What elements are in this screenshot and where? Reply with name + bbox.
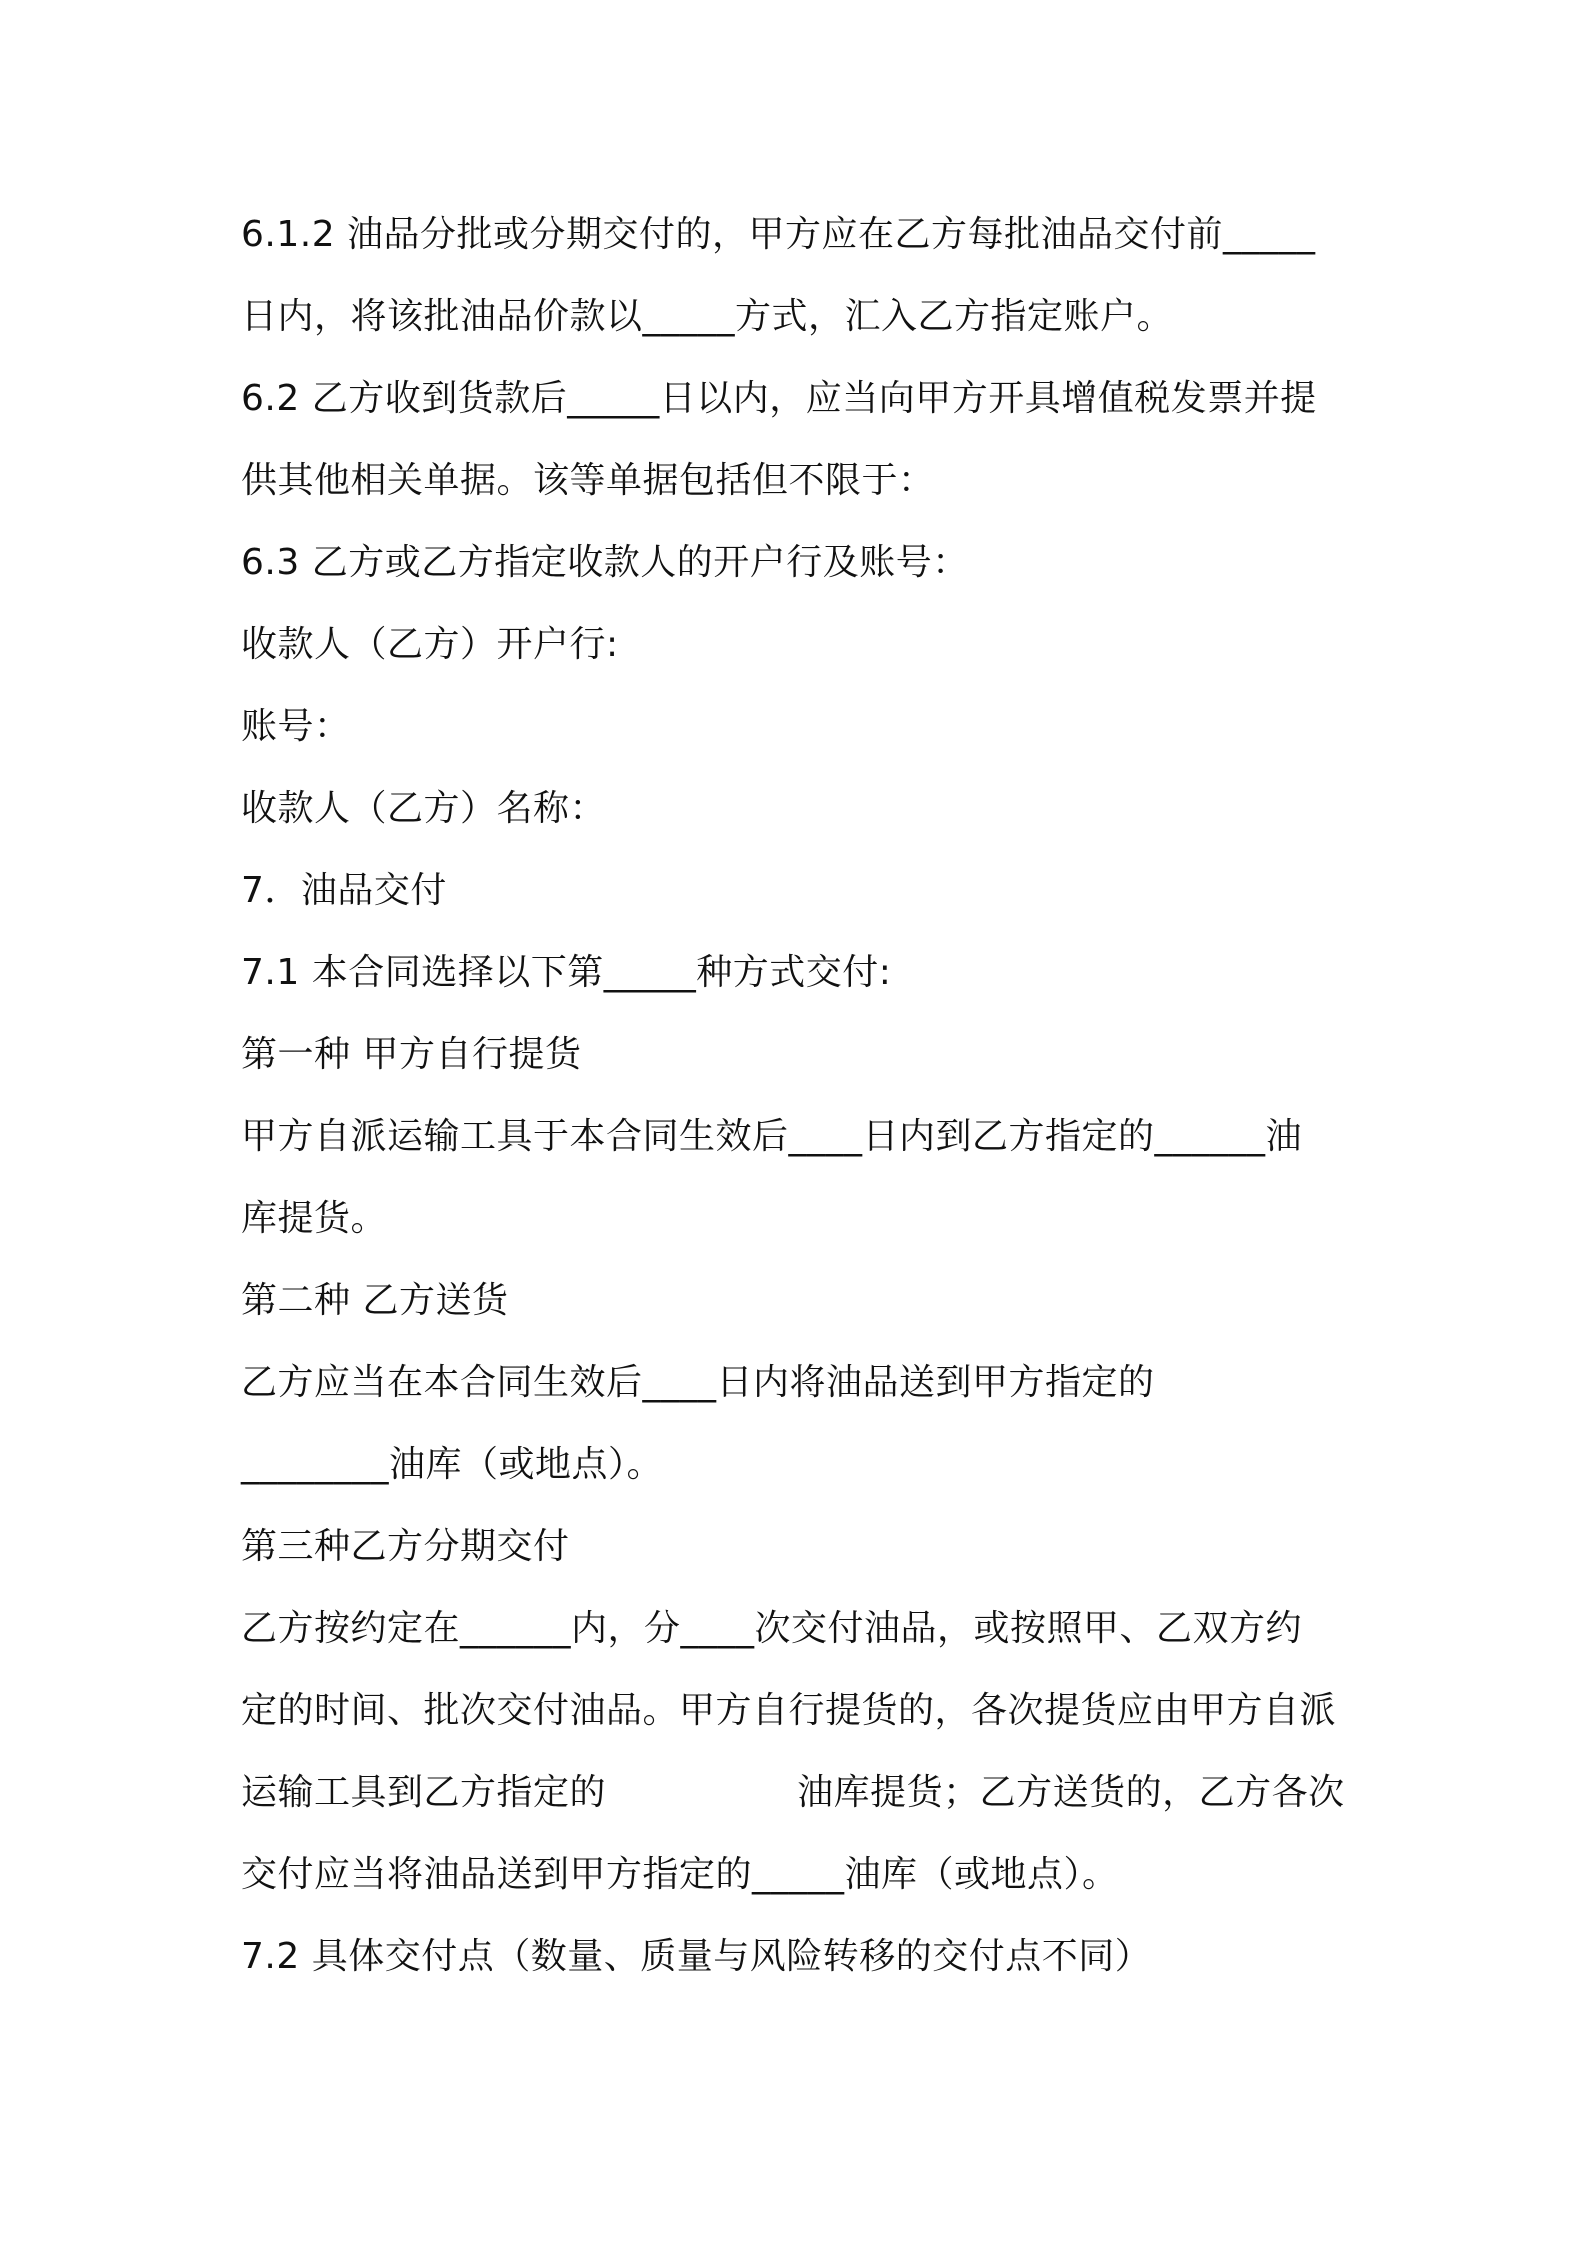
text-line-6-2: 6.2 乙方收到货款后_____日以内，应当向甲方开具增值税发票并提	[241, 378, 1317, 419]
option-heading-3: 第三种乙方分期交付	[241, 1526, 570, 1567]
text-line: 供其他相关单据。该等单据包括但不限于：	[241, 460, 935, 501]
option-heading-1: 第一种 甲方自行提货	[241, 1034, 582, 1075]
text-line: 库提货。	[241, 1198, 388, 1239]
section-heading-7: 7．油品交付	[241, 870, 447, 911]
text-line-6-3: 6.3 乙方或乙方指定收款人的开户行及账号：	[241, 542, 969, 583]
payee-bank-label: 收款人（乙方）开户行:	[241, 624, 619, 665]
option-heading-2: 第二种 乙方送货	[241, 1280, 509, 1321]
account-number-label: 账号：	[241, 706, 351, 747]
text-line: 运输工具到乙方指定的 油库提货；乙方送货的，乙方各次	[241, 1772, 1345, 1813]
text-line: 定的时间、批次交付油品。甲方自行提货的，各次提货应由甲方自派	[241, 1690, 1337, 1731]
text-line: 甲方自派运输工具于本合同生效后____日内到乙方指定的______油	[241, 1116, 1303, 1157]
text-line-6-1-2: 6.1.2 油品分批或分期交付的，甲方应在乙方每批油品交付前_____	[241, 214, 1316, 255]
text-line: 乙方按约定在______内，分____次交付油品，或按照甲、乙双方约	[241, 1608, 1303, 1649]
payee-name-label: 收款人（乙方）名称：	[241, 788, 607, 829]
text-line-7-2: 7.2 具体交付点（数量、质量与风险转移的交付点不同）	[241, 1936, 1152, 1977]
text-line-7-1: 7.1 本合同选择以下第_____种方式交付:	[241, 952, 892, 993]
text-line: ________油库（或地点）。	[241, 1444, 664, 1485]
text-line: 日内，将该批油品价款以_____方式，汇入乙方指定账户。	[241, 296, 1174, 337]
text-line: 交付应当将油品送到甲方指定的_____油库（或地点）。	[241, 1854, 1119, 1895]
text-line: 乙方应当在本合同生效后____日内将油品送到甲方指定的	[241, 1362, 1155, 1403]
